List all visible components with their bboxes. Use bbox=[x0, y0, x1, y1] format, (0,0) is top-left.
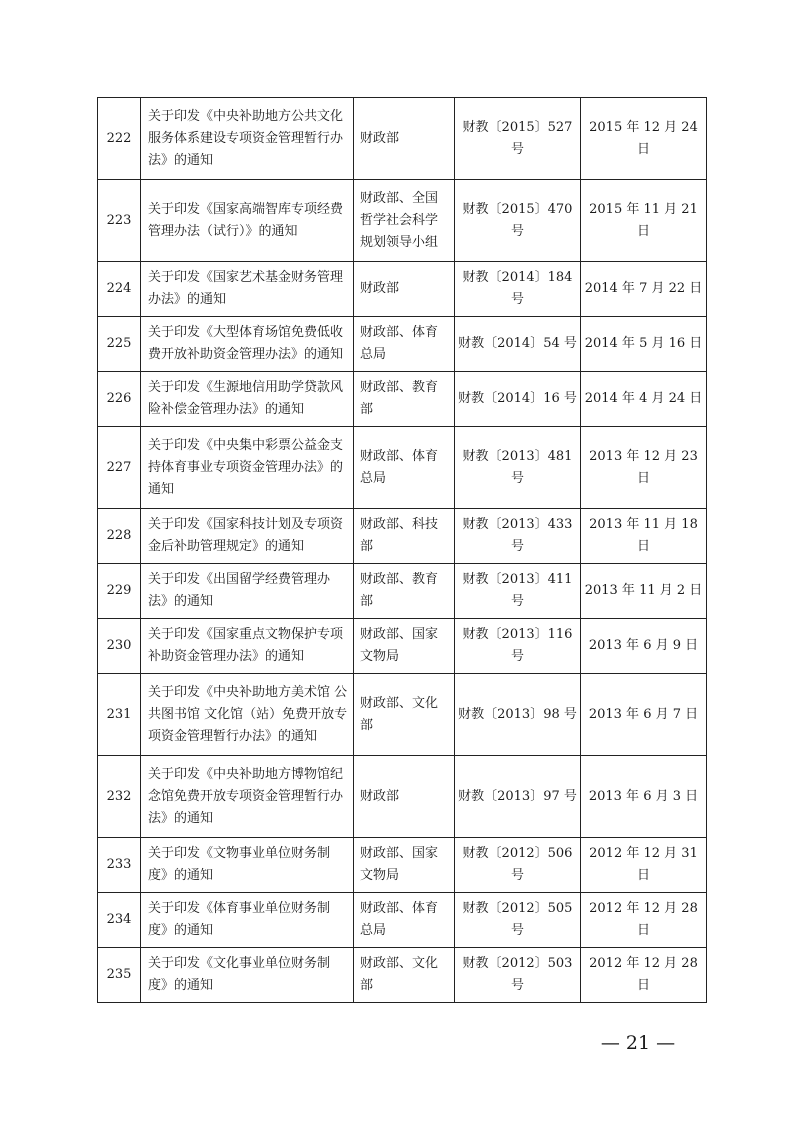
document-number: 财教〔2013〕481 号 bbox=[455, 427, 581, 509]
issue-date: 2014 年 7 月 22 日 bbox=[581, 262, 707, 317]
table-row bbox=[98, 619, 707, 674]
table-row bbox=[98, 674, 707, 756]
row-number: 228 bbox=[98, 509, 141, 564]
row-number: 231 bbox=[98, 674, 141, 756]
issue-date: 2013 年 6 月 9 日 bbox=[581, 619, 707, 674]
document-title: 关于印发《生源地信用助学贷款风险补偿金管理办法》的通知 bbox=[141, 372, 354, 427]
issuing-authority: 财政部、科技部 bbox=[354, 509, 455, 564]
issuing-authority: 财政部 bbox=[354, 756, 455, 838]
table-row bbox=[98, 893, 707, 948]
page-number: — 21 — bbox=[600, 1032, 676, 1054]
issue-date: 2013 年 6 月 7 日 bbox=[581, 674, 707, 756]
document-number: 财教〔2013〕97 号 bbox=[455, 756, 581, 838]
issue-date: 2014 年 4 月 24 日 bbox=[581, 372, 707, 427]
row-number: 227 bbox=[98, 427, 141, 509]
document-number: 财教〔2012〕505 号 bbox=[455, 893, 581, 948]
issuing-authority: 财政部、文化部 bbox=[354, 674, 455, 756]
issue-date: 2014 年 5 月 16 日 bbox=[581, 317, 707, 372]
row-number: 224 bbox=[98, 262, 141, 317]
row-number: 226 bbox=[98, 372, 141, 427]
document-number: 财教〔2012〕503 号 bbox=[455, 948, 581, 1003]
document-title: 关于印发《中央集中彩票公益金支持体育事业专项资金管理办法》的通知 bbox=[141, 427, 354, 509]
issuing-authority: 财政部、体育总局 bbox=[354, 893, 455, 948]
issue-date: 2012 年 12 月 31 日 bbox=[581, 838, 707, 893]
table-row bbox=[98, 838, 707, 893]
document-title: 关于印发《国家高端智库专项经费管理办法（试行）》的通知 bbox=[141, 180, 354, 262]
table-row bbox=[98, 180, 707, 262]
table-row bbox=[98, 509, 707, 564]
issue-date: 2013 年 11 月 2 日 bbox=[581, 564, 707, 619]
document-number: 财教〔2013〕116 号 bbox=[455, 619, 581, 674]
table-row bbox=[98, 262, 707, 317]
issuing-authority: 财政部、体育总局 bbox=[354, 317, 455, 372]
document-title: 关于印发《国家重点文物保护专项补助资金管理办法》的通知 bbox=[141, 619, 354, 674]
document-title: 关于印发《大型体育场馆免费低收费开放补助资金管理办法》的通知 bbox=[141, 317, 354, 372]
document-title: 关于印发《出国留学经费管理办法》的通知 bbox=[141, 564, 354, 619]
row-number: 229 bbox=[98, 564, 141, 619]
issue-date: 2013 年 11 月 18 日 bbox=[581, 509, 707, 564]
row-number: 233 bbox=[98, 838, 141, 893]
issuing-authority: 财政部、国家文物局 bbox=[354, 838, 455, 893]
issuing-authority: 财政部、全国哲学社会科学规划领导小组 bbox=[354, 180, 455, 262]
table-row bbox=[98, 427, 707, 509]
row-number: 225 bbox=[98, 317, 141, 372]
issuing-authority: 财政部 bbox=[354, 262, 455, 317]
row-number: 222 bbox=[98, 98, 141, 180]
row-number: 223 bbox=[98, 180, 141, 262]
issuing-authority: 财政部、教育部 bbox=[354, 564, 455, 619]
document-number: 财教〔2012〕506 号 bbox=[455, 838, 581, 893]
issue-date: 2015 年 11 月 21 日 bbox=[581, 180, 707, 262]
document-number: 财教〔2014〕54 号 bbox=[455, 317, 581, 372]
document-number: 财教〔2015〕470 号 bbox=[455, 180, 581, 262]
table-row bbox=[98, 948, 707, 1003]
document-title: 关于印发《文物事业单位财务制度》的通知 bbox=[141, 838, 354, 893]
issuing-authority: 财政部、体育总局 bbox=[354, 427, 455, 509]
table-row bbox=[98, 317, 707, 372]
issuing-authority: 财政部、文化部 bbox=[354, 948, 455, 1003]
document-table bbox=[97, 97, 707, 1003]
document-number: 财教〔2014〕184 号 bbox=[455, 262, 581, 317]
table-row bbox=[98, 372, 707, 427]
issue-date: 2015 年 12 月 24 日 bbox=[581, 98, 707, 180]
table-row bbox=[98, 98, 707, 180]
table-body bbox=[98, 98, 707, 1003]
issue-date: 2012 年 12 月 28 日 bbox=[581, 948, 707, 1003]
issue-date: 2013 年 6 月 3 日 bbox=[581, 756, 707, 838]
row-number: 234 bbox=[98, 893, 141, 948]
document-title: 关于印发《中央补助地方美术馆 公共图书馆 文化馆（站）免费开放专项资金管理暂行办法》的通知 bbox=[141, 674, 354, 756]
document-number: 财教〔2013〕98 号 bbox=[455, 674, 581, 756]
issue-date: 2012 年 12 月 28 日 bbox=[581, 893, 707, 948]
row-number: 232 bbox=[98, 756, 141, 838]
table-row bbox=[98, 564, 707, 619]
document-title: 关于印发《体育事业单位财务制度》的通知 bbox=[141, 893, 354, 948]
document-number: 财教〔2015〕527 号 bbox=[455, 98, 581, 180]
document-title: 关于印发《国家科技计划及专项资金后补助管理规定》的通知 bbox=[141, 509, 354, 564]
issue-date: 2013 年 12 月 23 日 bbox=[581, 427, 707, 509]
document-number: 财教〔2014〕16 号 bbox=[455, 372, 581, 427]
document-title: 关于印发《文化事业单位财务制度》的通知 bbox=[141, 948, 354, 1003]
row-number: 235 bbox=[98, 948, 141, 1003]
table-row bbox=[98, 756, 707, 838]
issuing-authority: 财政部、国家文物局 bbox=[354, 619, 455, 674]
document-title: 关于印发《国家艺术基金财务管理办法》的通知 bbox=[141, 262, 354, 317]
issuing-authority: 财政部 bbox=[354, 98, 455, 180]
document-title: 关于印发《中央补助地方博物馆纪念馆免费开放专项资金管理暂行办法》的通知 bbox=[141, 756, 354, 838]
document-title: 关于印发《中央补助地方公共文化服务体系建设专项资金管理暂行办法》的通知 bbox=[141, 98, 354, 180]
document-number: 财教〔2013〕433 号 bbox=[455, 509, 581, 564]
row-number: 230 bbox=[98, 619, 141, 674]
issuing-authority: 财政部、教育部 bbox=[354, 372, 455, 427]
document-number: 财教〔2013〕411 号 bbox=[455, 564, 581, 619]
